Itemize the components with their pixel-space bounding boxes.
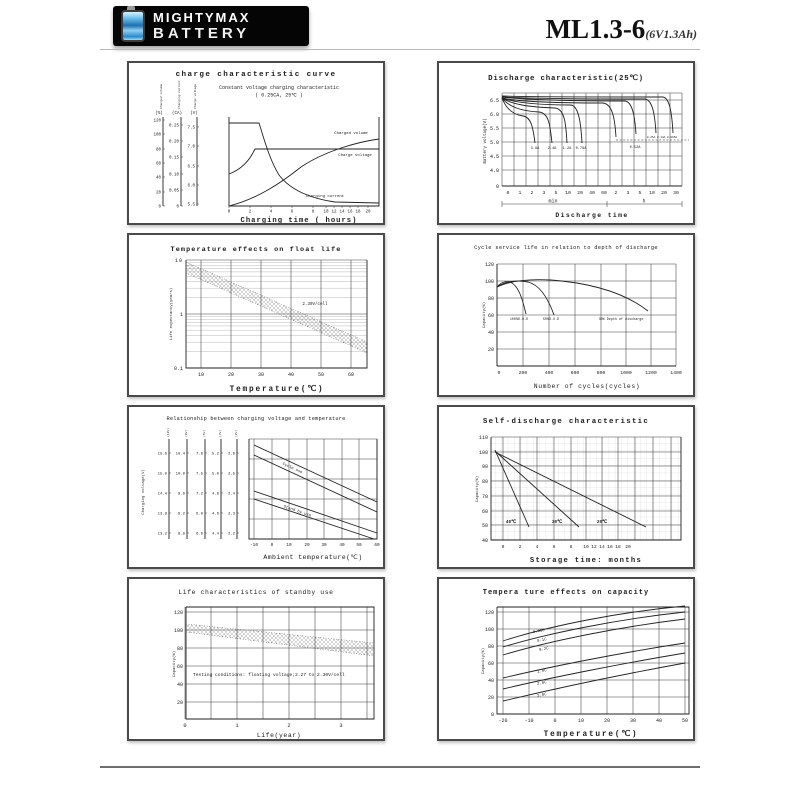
- curve-label: 3.9A: [530, 147, 540, 151]
- tick: 0.25: [168, 124, 179, 129]
- axis-name-charge-voltage: Charge voltage: [194, 83, 197, 109]
- chart-title: Life characteristics of standby use: [178, 589, 334, 596]
- axis-name-charging-current: Charging current: [178, 80, 181, 109]
- x-tick: 40: [287, 372, 295, 378]
- x-tick: 18: [355, 210, 361, 215]
- tick: 15.6: [157, 452, 167, 457]
- voltage-scale-bars: [166, 428, 239, 539]
- x-axis-label: Ambient temperature(℃): [263, 554, 363, 561]
- scale-name: (6V): [203, 429, 206, 437]
- x-tick: 10: [649, 191, 655, 196]
- x-tick: 40: [589, 191, 595, 196]
- y-tick: 60: [487, 313, 494, 319]
- x-tick: 10: [565, 191, 571, 196]
- x-tick: -20: [498, 718, 508, 724]
- chart-cycle-service-life: [439, 235, 693, 395]
- x-tick: 50: [681, 718, 689, 724]
- y-tick: 80: [487, 644, 494, 650]
- tick: 7.5: [195, 472, 203, 477]
- x-tick: 0: [183, 723, 187, 729]
- tick: 7.0: [187, 145, 195, 150]
- curve-label: 100%D.O.D: [509, 318, 529, 322]
- tick: 6.0: [187, 184, 195, 189]
- footer-divider: [100, 766, 700, 768]
- y-tick-labels: [174, 258, 183, 372]
- grid: [497, 264, 676, 366]
- y-tick: 70: [481, 494, 488, 500]
- curves: [503, 606, 685, 701]
- curve-label: 50%D.O.D: [542, 318, 560, 322]
- x-tick: 200: [518, 371, 528, 376]
- x-tick: 50: [317, 372, 325, 378]
- curve-label: 0.25A 0.13A 0.065A: [646, 136, 678, 139]
- tick: 8.8: [177, 532, 185, 537]
- x-tick: 2: [614, 191, 618, 196]
- tick: 2.6: [227, 452, 235, 457]
- chart-subtitle2: ( 0.25CA, 25℃ ): [255, 92, 303, 99]
- x-tick: 400: [544, 371, 554, 376]
- y-tick: 120: [484, 262, 494, 268]
- y-tick: 40: [481, 538, 488, 544]
- axis-unit-pct: (%): [155, 112, 163, 116]
- x-tick: 1: [518, 191, 522, 196]
- x-tick: 1200: [645, 371, 657, 376]
- y-tick: 120: [484, 610, 494, 616]
- model-capacity: (6V1.3Ah): [645, 27, 697, 41]
- x-tick: 4: [269, 210, 273, 215]
- panel-discharge-characteristic: [437, 61, 695, 225]
- brand-line1: MIGHTYMAX: [153, 10, 251, 25]
- testing-conditions-note: Testing conditions: floating voltage;2.27 to 2.30V/cell: [193, 673, 345, 678]
- curve-label-30c: 30℃: [551, 520, 563, 525]
- x-tick: 1400: [670, 371, 682, 376]
- unit-h: h: [642, 198, 646, 205]
- tick: 0: [176, 205, 179, 210]
- y-tick-labels: [490, 98, 499, 190]
- grid: [497, 607, 689, 714]
- x-tick: 0: [553, 718, 557, 724]
- curve-label: 0.79A: [575, 147, 587, 151]
- curve-label: 0.52A: [629, 146, 641, 150]
- header-divider: [100, 49, 700, 50]
- curve-label-charged-volume: Charged volume: [334, 132, 368, 136]
- y-tick: 60: [176, 664, 183, 670]
- x-tick: 20: [227, 372, 235, 378]
- chart-charging-voltage-temperature: [129, 407, 383, 567]
- panel-charge-characteristic: [127, 61, 385, 225]
- chart-subtitle: Constant voltage charging characteristic: [218, 85, 340, 91]
- tick: 80: [155, 148, 161, 153]
- tick: 2.4: [227, 492, 235, 497]
- scale-name: (4V): [219, 429, 222, 437]
- tick: 6.9: [195, 512, 203, 517]
- x-axis-label: Storage time: months: [529, 557, 643, 565]
- y-axis-label: Capacity(%): [483, 301, 487, 329]
- x-tick: 40: [655, 718, 663, 724]
- tick: 0.10: [168, 173, 179, 178]
- tick: 120: [153, 119, 161, 124]
- tick: 9.6: [177, 492, 185, 497]
- y-tick: 40: [487, 678, 494, 684]
- y-tick-labels: [485, 610, 494, 718]
- curve-label-charging-current: Charging current: [305, 195, 345, 199]
- x-tick: 10: [583, 545, 589, 550]
- tick: 4.4: [211, 532, 219, 537]
- y-tick: 100: [173, 628, 183, 634]
- x-tick: 30: [629, 718, 637, 724]
- grid: [502, 93, 682, 186]
- curve-label: 30% Depth of discharge: [598, 318, 644, 322]
- y-axis-label: Capacity(%): [173, 650, 177, 678]
- x-tick: 14: [599, 545, 605, 550]
- y-tick-labels: [479, 435, 488, 544]
- x-tick: 30: [673, 191, 679, 196]
- x-tick: 20: [577, 191, 583, 196]
- y-axis-label: Capacity(%): [476, 475, 480, 503]
- x-tick: 30: [257, 372, 265, 378]
- y-tick: 1: [179, 312, 183, 318]
- tick: 13.8: [157, 512, 167, 517]
- chart-title: Cycle service life in relation to depth of discharge: [474, 245, 658, 251]
- y-tick: 20: [176, 700, 183, 706]
- tick: 5.5: [187, 203, 195, 208]
- curve-label: 2.0C: [536, 681, 548, 687]
- x-tick: 0: [227, 210, 231, 215]
- tick: 7.5: [187, 126, 195, 131]
- x-tick: 10: [286, 543, 292, 548]
- chart-charge-characteristic: [129, 63, 383, 223]
- scale-name: (2V): [235, 429, 238, 437]
- chart-float-life: [129, 235, 383, 395]
- tick: 5.0: [211, 472, 219, 477]
- x-tick: 0: [497, 371, 501, 376]
- y-tick: 0: [490, 712, 494, 718]
- tick: 2.2: [227, 532, 235, 537]
- y-tick: 50: [481, 523, 488, 529]
- y-tick: 60: [481, 509, 488, 515]
- x-axis-label: Temperature(℃): [229, 386, 325, 394]
- tick: 2.5: [227, 472, 235, 477]
- tick: 7.8: [195, 452, 203, 457]
- x-tick: 6: [290, 210, 294, 215]
- panel-cycle-service-life: [437, 233, 695, 397]
- y-tick: 80: [487, 296, 494, 302]
- chart-discharge-characteristic: [439, 63, 693, 223]
- x-tick: 20: [625, 545, 631, 550]
- x-tick: 0: [506, 191, 510, 196]
- x-axis-label: Discharge time: [555, 212, 629, 219]
- panel-standby-life: [127, 577, 385, 741]
- x-tick: 60: [347, 372, 355, 378]
- x-tick-labels: [228, 211, 371, 215]
- x-tick: 16: [607, 545, 613, 550]
- charts-grid: [127, 61, 695, 741]
- curve-label-40c: 40℃: [505, 520, 517, 525]
- y-tick: 20: [487, 695, 494, 701]
- axis-name-charged-volume: Charged volume: [160, 83, 163, 109]
- y-tick: 90: [481, 464, 488, 470]
- x-tick: 20: [603, 718, 611, 724]
- y-tick: 4.0: [489, 168, 499, 174]
- curve-label: 0.05C: [532, 628, 546, 636]
- chart-title: Temperature effects on float life: [170, 246, 342, 254]
- x-tick: 18: [615, 545, 621, 550]
- tick: 40: [155, 176, 161, 181]
- tick: 0: [158, 205, 161, 210]
- y-axis-label: Life expectancy(years): [170, 287, 174, 341]
- panel-float-life: [127, 233, 385, 397]
- brand-text: [153, 11, 250, 41]
- y-tick: 100: [484, 279, 494, 285]
- tick: 15.0: [157, 472, 167, 477]
- tick: 20: [155, 191, 161, 196]
- tick: 4.8: [211, 492, 219, 497]
- model-number: ML1.3-6: [545, 14, 646, 44]
- x-tick: 10: [577, 718, 585, 724]
- x-tick: 3: [339, 723, 343, 729]
- x-tick: 5: [638, 191, 642, 196]
- chart-title: Relationship between charging voltage and temperature: [166, 416, 346, 422]
- x-tick: 0: [501, 545, 505, 550]
- y-axis-label: Capacity(%): [482, 647, 486, 675]
- curve-label: 1.2A: [562, 147, 572, 151]
- y-tick: 80: [176, 646, 183, 652]
- x-tick: 1: [235, 723, 239, 729]
- y-tick: 100: [478, 450, 488, 456]
- curve-label: 0.1C: [536, 638, 548, 644]
- chart-self-discharge: [439, 407, 693, 567]
- panel-temperature-capacity: [437, 577, 695, 741]
- x-axis-label: Temperature(℃): [543, 731, 639, 739]
- curve-label: 1.0C: [536, 669, 548, 675]
- tick: 5.2: [211, 452, 219, 457]
- axis-unit-v: (V): [190, 112, 198, 116]
- grid: [249, 439, 377, 539]
- chart-standby-life: [129, 579, 383, 739]
- y-tick: 40: [487, 330, 494, 336]
- x-tick: 60: [374, 543, 380, 548]
- brand-logo: [113, 6, 309, 46]
- tick: 0.05: [168, 189, 179, 194]
- tick: 6.6: [195, 532, 203, 537]
- scale-name: (12V): [167, 427, 170, 437]
- x-tick-labels: [498, 718, 688, 724]
- x-tick: 2: [287, 723, 291, 729]
- y-tick: 110: [478, 435, 488, 441]
- y-tick: 80: [481, 479, 488, 485]
- tick: 4.6: [211, 512, 219, 517]
- tick: 9.2: [177, 512, 185, 517]
- x-axis-label: Life(year): [256, 732, 302, 739]
- battery-icon: [121, 10, 145, 42]
- x-tick: 40: [339, 543, 345, 548]
- standby-life-band: [186, 624, 374, 656]
- curve-label-20c: 20℃: [596, 520, 608, 525]
- tick: 6.5: [187, 165, 195, 170]
- x-tick: 20: [365, 210, 371, 215]
- tick: 13.2: [157, 532, 167, 537]
- chart-title: charge characteristic curve: [175, 71, 337, 79]
- curve-label: 3.0C: [536, 693, 548, 699]
- x-tick: 800: [596, 371, 606, 376]
- y-tick: 10: [174, 258, 183, 264]
- x-tick: 50: [356, 543, 362, 548]
- y-tick: 120: [173, 610, 183, 616]
- x-tick: 20: [661, 191, 667, 196]
- x-tick: 600: [570, 371, 580, 376]
- x-tick: 10: [323, 210, 329, 215]
- chart-title: Self-discharge characteristic: [482, 418, 650, 426]
- x-tick: 12: [591, 545, 597, 550]
- x-tick-labels: [183, 723, 342, 729]
- x-tick: 5: [554, 191, 558, 196]
- y-axis-label: Battery voltage(V): [484, 118, 488, 164]
- tick: 100: [153, 133, 161, 138]
- y-tick: 60: [487, 661, 494, 667]
- curve-label-charge-voltage: Charge voltage: [338, 154, 372, 158]
- x-tick: 3: [626, 191, 630, 196]
- panel-self-discharge: [437, 405, 695, 569]
- x-tick-labels: [250, 543, 380, 548]
- x-tick-labels: [502, 544, 631, 550]
- y-axis-label: Charging voltage(V): [142, 469, 146, 515]
- annotation-voltage: 2.30V/cell: [302, 303, 328, 307]
- float-life-band: [186, 262, 367, 353]
- y-tick: 20: [487, 347, 494, 353]
- axis-unit-ca: (CA): [171, 112, 183, 116]
- x-tick: 16: [347, 210, 353, 215]
- x-tick: 0: [270, 543, 274, 548]
- tick: 10.4: [175, 452, 185, 457]
- y-tick: 0.1: [173, 366, 183, 372]
- y-tick: 4.5: [489, 154, 499, 160]
- y-tick: 6.5: [489, 98, 499, 104]
- x-axis-label: Charging time ( hours): [240, 217, 358, 223]
- x-tick: 20: [304, 543, 310, 548]
- curve-labels: [533, 629, 550, 699]
- y-tick: 0: [495, 184, 499, 190]
- unit-min: min: [548, 198, 558, 205]
- tick: 0.15: [168, 156, 179, 161]
- x-tick-labels: [198, 372, 354, 378]
- tick: 2.3: [227, 512, 235, 517]
- scale-name: (8V): [185, 429, 188, 437]
- curve-label: 2.4A: [547, 147, 557, 151]
- grid: [185, 607, 374, 719]
- x-tick: 3: [542, 191, 546, 196]
- x-tick: 6: [552, 545, 556, 550]
- x-tick-labels: [498, 370, 682, 376]
- x-tick: 8: [311, 210, 315, 215]
- curves: [497, 280, 648, 315]
- x-axis-label: Number of cycles(cycles): [533, 383, 641, 390]
- band-label-standby-use: Stand by use: [282, 505, 312, 519]
- chart-title: Discharge characteristic(25℃): [488, 75, 644, 83]
- tick: 60: [155, 162, 161, 167]
- x-tick: 8: [569, 545, 573, 550]
- x-tick: 30: [321, 543, 327, 548]
- chart-title: Tempera ture effects on capacity: [482, 589, 650, 597]
- model-title: [546, 14, 697, 45]
- x-tick: 2: [248, 210, 252, 215]
- x-tick: 1000: [620, 371, 632, 376]
- y-tick: 100: [484, 627, 494, 633]
- y-tick: 6.0: [489, 112, 499, 118]
- x-tick: 12: [331, 210, 337, 215]
- y-tick: 5.5: [489, 126, 499, 132]
- y-tick: 40: [176, 682, 183, 688]
- tick: 14.4: [157, 492, 167, 497]
- time-unit-brackets: [502, 199, 682, 208]
- x-tick: -10: [250, 543, 258, 548]
- left-scale-tick-labels: [153, 120, 195, 210]
- band-label-cycle-use: Cycle use: [281, 462, 303, 476]
- x-tick: 10: [197, 372, 205, 378]
- curve-label: 0.2C: [538, 647, 550, 653]
- tick: 10.0: [175, 472, 185, 477]
- x-tick: 4: [535, 545, 539, 550]
- x-tick: 60: [601, 191, 607, 196]
- x-tick: 2: [518, 545, 522, 550]
- x-tick: 14: [339, 210, 345, 215]
- x-tick: 2: [530, 191, 534, 196]
- y-tick: 5.0: [489, 140, 499, 146]
- brand-line2: BATTERY: [153, 25, 251, 42]
- tick: 7.2: [195, 492, 203, 497]
- x-tick-labels: [507, 190, 679, 196]
- panel-charging-voltage-temperature: [127, 405, 385, 569]
- tick: 0.20: [168, 140, 179, 145]
- left-scale-names: [155, 80, 198, 116]
- x-tick: -10: [524, 718, 534, 724]
- chart-temperature-capacity: [439, 579, 693, 739]
